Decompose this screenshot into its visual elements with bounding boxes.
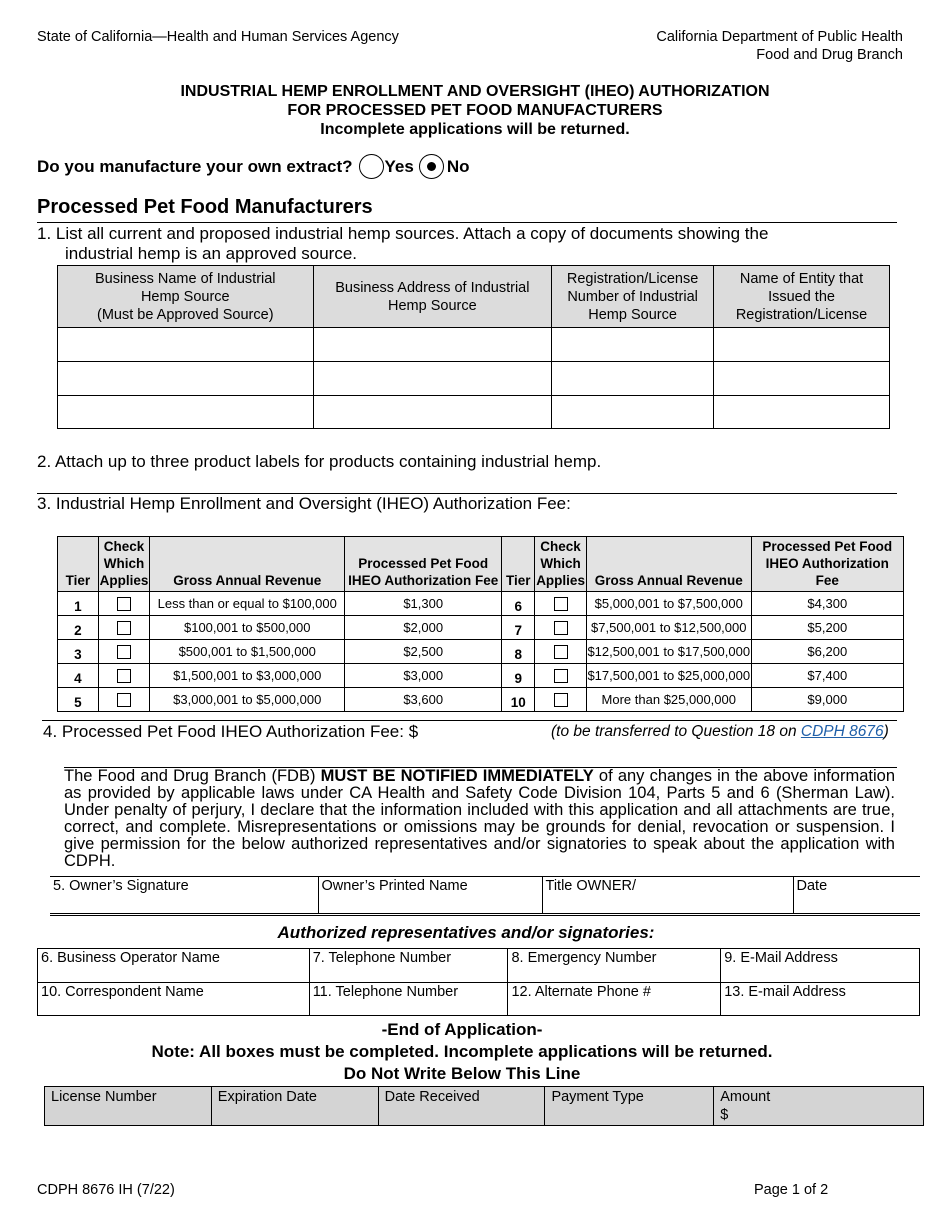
source-name-input[interactable] xyxy=(58,396,314,429)
source-address-input[interactable] xyxy=(313,396,552,429)
tier-number: 1 xyxy=(58,592,99,616)
fee-row xyxy=(58,688,904,712)
authorized-heading: Authorized representatives and/or signatories: xyxy=(277,923,655,942)
telephone-field[interactable]: 11. Telephone Number xyxy=(309,983,508,1016)
tier-3-checkbox[interactable] xyxy=(98,640,150,664)
item2-instructions: 2. Attach up to three product labels for products containing industrial hemp. xyxy=(37,452,602,471)
tier-4-checkbox[interactable] xyxy=(98,664,150,688)
fee-amount: $6,200 xyxy=(751,640,903,664)
revenue-range: $7,500,001 to $12,500,000 xyxy=(586,616,751,640)
end-line2: Note: All boxes must be completed. Incomplete applications will be returned. xyxy=(151,1042,773,1061)
fee-amount: $2,500 xyxy=(345,640,502,664)
form-title xyxy=(0,82,950,139)
tier-number: 9 xyxy=(502,664,535,688)
revenue-range: Less than or equal to $100,000 xyxy=(150,592,345,616)
end-of-application xyxy=(0,1019,924,1085)
col-tier: Tier xyxy=(502,537,535,592)
telephone-field[interactable]: 7. Telephone Number xyxy=(309,949,508,983)
fee-amount: $3,600 xyxy=(345,688,502,712)
tier-number: 4 xyxy=(58,664,99,688)
col-fee: Processed Pet Food IHEO Authorization Fee xyxy=(345,537,502,592)
tier-number: 10 xyxy=(502,688,535,712)
tier-6-checkbox[interactable] xyxy=(535,592,587,616)
tier-10-checkbox[interactable] xyxy=(535,688,587,712)
tier-8-checkbox[interactable] xyxy=(535,640,587,664)
contacts-table xyxy=(37,948,920,1016)
owner-title-field[interactable]: Title OWNER/ xyxy=(542,877,793,915)
payment-type-field: Payment Type xyxy=(545,1087,714,1126)
tier-number: 8 xyxy=(502,640,535,664)
item1-instructions xyxy=(37,224,768,264)
license-number-field: License Number xyxy=(45,1087,212,1126)
office-use-table xyxy=(44,1086,924,1126)
correspondent-name-field[interactable]: 10. Correspondent Name xyxy=(38,983,310,1016)
item1-line2: industrial hemp is an approved source. xyxy=(65,244,357,263)
source-registration-input[interactable] xyxy=(552,362,714,396)
signature-date-field[interactable]: Date xyxy=(793,877,920,915)
cdph-8676-link[interactable]: CDPH 8676 xyxy=(800,723,884,740)
tier-5-checkbox[interactable] xyxy=(98,688,150,712)
col-revenue: Gross Annual Revenue xyxy=(586,537,751,592)
revenue-range: More than $25,000,000 xyxy=(586,688,751,712)
department-line2: Food and Drug Branch xyxy=(756,47,903,63)
item4-label: 4. Processed Pet Food IHEO Authorization Fee: $ xyxy=(43,722,419,741)
email-field[interactable]: 13. E-mail Address xyxy=(721,983,920,1016)
fee-row xyxy=(58,640,904,664)
title-line3: Incomplete applications will be returned. xyxy=(320,121,630,138)
email-field[interactable]: 9. E-Mail Address xyxy=(721,949,920,983)
form-id: CDPH 8676 IH (7/22) xyxy=(37,1182,175,1198)
table-row xyxy=(58,396,890,429)
table-row xyxy=(58,362,890,396)
fee-table xyxy=(57,536,904,712)
revenue-range: $5,000,001 to $7,500,000 xyxy=(586,592,751,616)
owner-signature-field[interactable]: 5. Owner’s Signature xyxy=(50,877,318,915)
title-line2: FOR PROCESSED PET FOOD MANUFACTURERS xyxy=(287,102,663,119)
alternate-phone-field[interactable]: 12. Alternate Phone # xyxy=(508,983,721,1016)
tier-number: 6 xyxy=(502,592,535,616)
tier-9-checkbox[interactable] xyxy=(535,664,587,688)
source-address-input[interactable] xyxy=(313,362,552,396)
no-label: No xyxy=(446,156,470,176)
date-received-field: Date Received xyxy=(378,1087,545,1126)
expiration-date-field: Expiration Date xyxy=(211,1087,378,1126)
end-line3: Do Not Write Below This Line xyxy=(343,1064,581,1083)
fee-amount: $3,000 xyxy=(345,664,502,688)
agency-name: State of California—Health and Human Services Agency xyxy=(37,29,399,45)
fee-row xyxy=(58,592,904,616)
col-business-name: Business Name of Industrial Hemp Source (Must be Approved Source) xyxy=(58,266,314,328)
end-line1: -End of Application- xyxy=(381,1020,543,1039)
revenue-range: $500,001 to $1,500,000 xyxy=(150,640,345,664)
fee-amount: $4,300 xyxy=(751,592,903,616)
item1-line1: 1. List all current and proposed industrial hemp sources. Attach a copy of documents showing the xyxy=(37,224,769,243)
source-name-input[interactable] xyxy=(58,328,314,362)
col-check: Check Which Applies xyxy=(98,537,150,592)
revenue-range: $100,001 to $500,000 xyxy=(150,616,345,640)
tier-number: 7 xyxy=(502,616,535,640)
fee-row xyxy=(58,616,904,640)
item4-note: (to be transferred to Question 18 on CDPH 8676) xyxy=(551,723,889,740)
declaration-text: The Food and Drug Branch (FDB) MUST BE NOTIFIED IMMEDIATELY of any changes in the above information as provided by applicable laws under CA Health and Safety Code Division 104, Parts 5 and 6 (Sherman Law). Under penalty of perjury, I declare that the information included with this application and all attachments are true, correct, and complete. Misrepresentations or omissions may be grounds for denial, revocation or suspension. I give permission for the below authorized representatives and/or signatories to speak about the application with CDPH. xyxy=(64,767,895,870)
department-name xyxy=(656,28,903,64)
no-radio[interactable] xyxy=(419,154,444,179)
emergency-number-field[interactable]: 8. Emergency Number xyxy=(508,949,721,983)
extract-question xyxy=(37,154,469,179)
divider xyxy=(42,720,897,721)
tier-1-checkbox[interactable] xyxy=(98,592,150,616)
table-row xyxy=(58,328,890,362)
tier-2-checkbox[interactable] xyxy=(98,616,150,640)
page-number: Page 1 of 2 xyxy=(754,1182,829,1198)
source-entity-input[interactable] xyxy=(714,396,890,429)
col-tier: Tier xyxy=(58,537,99,592)
col-issuing-entity: Name of Entity that Issued the Registration/License xyxy=(714,266,890,328)
fee-amount: $1,300 xyxy=(345,592,502,616)
item3-instructions: 3. Industrial Hemp Enrollment and Oversight (IHEO) Authorization Fee: xyxy=(37,494,571,513)
department-line1: California Department of Public Health xyxy=(656,29,903,45)
fee-amount: $5,200 xyxy=(751,616,903,640)
fee-amount: $2,000 xyxy=(345,616,502,640)
col-registration-number: Registration/License Number of Industrial Hemp Source xyxy=(552,266,714,328)
col-fee: Processed Pet Food IHEO Authorization Fee xyxy=(751,537,903,592)
source-entity-input[interactable] xyxy=(714,362,890,396)
yes-radio[interactable] xyxy=(359,154,384,179)
revenue-range: $12,500,001 to $17,500,000 xyxy=(586,640,751,664)
fee-row xyxy=(58,664,904,688)
amount-field: Amount $ xyxy=(714,1087,924,1126)
source-registration-input[interactable] xyxy=(552,328,714,362)
tier-number: 5 xyxy=(58,688,99,712)
tier-number: 3 xyxy=(58,640,99,664)
source-registration-input[interactable] xyxy=(552,396,714,429)
divider xyxy=(37,222,897,223)
owner-printed-name-field[interactable]: Owner’s Printed Name xyxy=(318,877,542,915)
tier-7-checkbox[interactable] xyxy=(535,616,587,640)
title-line1: INDUSTRIAL HEMP ENROLLMENT AND OVERSIGHT (IHEO) AUTHORIZATION xyxy=(180,83,770,100)
revenue-range: $3,000,001 to $5,000,000 xyxy=(150,688,345,712)
tier-number: 2 xyxy=(58,616,99,640)
fee-amount: $9,000 xyxy=(751,688,903,712)
revenue-range: $17,500,001 to $25,000,000 xyxy=(586,664,751,688)
col-revenue: Gross Annual Revenue xyxy=(150,537,345,592)
section-heading: Processed Pet Food Manufacturers xyxy=(37,196,373,218)
yes-label: Yes xyxy=(384,156,414,176)
signature-table xyxy=(50,876,920,916)
revenue-range: $1,500,001 to $3,000,000 xyxy=(150,664,345,688)
business-operator-field[interactable]: 6. Business Operator Name xyxy=(38,949,310,983)
col-check: Check Which Applies xyxy=(535,537,587,592)
extract-question-label: Do you manufacture your own extract? xyxy=(37,156,353,176)
source-name-input[interactable] xyxy=(58,362,314,396)
hemp-sources-table xyxy=(57,265,890,429)
source-entity-input[interactable] xyxy=(714,328,890,362)
source-address-input[interactable] xyxy=(313,328,552,362)
col-business-address: Business Address of Industrial Hemp Source xyxy=(313,266,552,328)
fee-amount: $7,400 xyxy=(751,664,903,688)
